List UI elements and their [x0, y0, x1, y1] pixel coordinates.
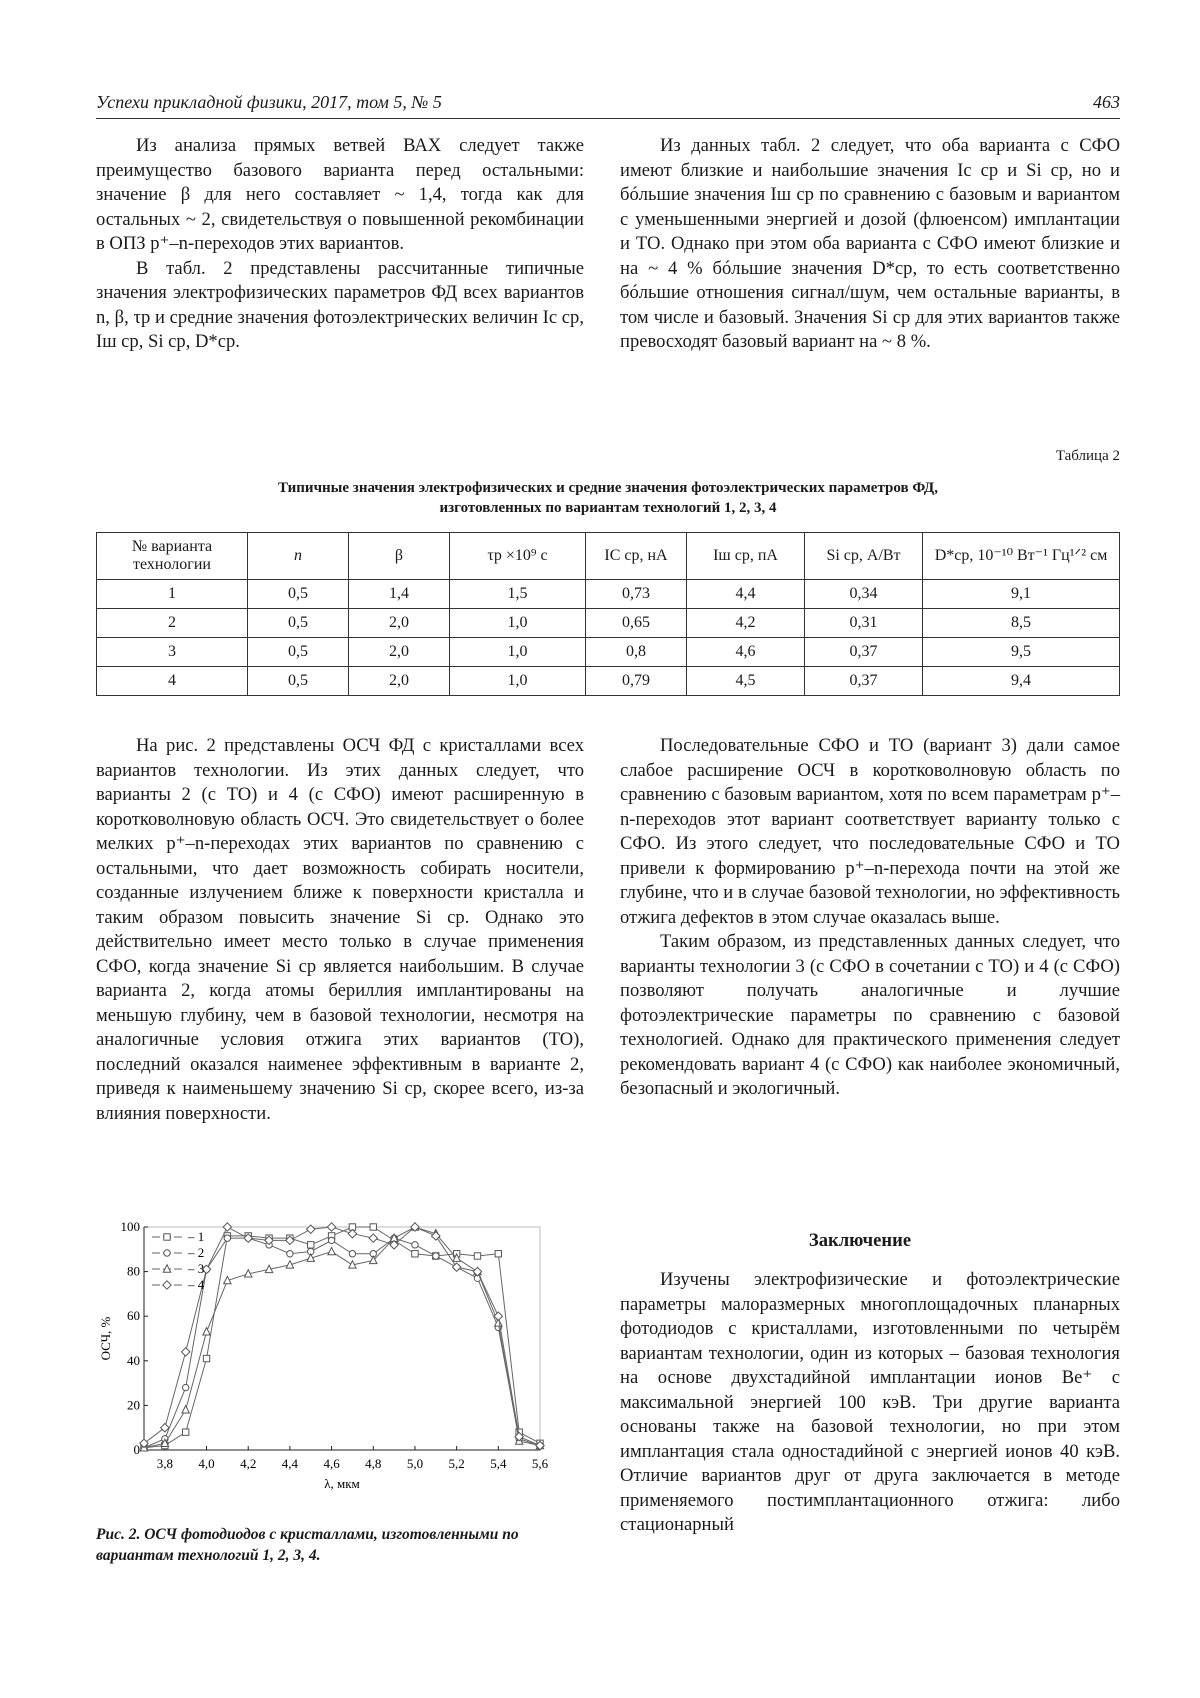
cell: 2,0 — [349, 667, 450, 696]
cell: 2 — [97, 609, 248, 638]
svg-text:– 2: – 2 — [188, 1245, 205, 1260]
cell: 1 — [97, 580, 248, 609]
svg-text:5,2: 5,2 — [448, 1456, 465, 1471]
cell: 1,5 — [450, 580, 586, 609]
svg-text:20: 20 — [127, 1397, 140, 1413]
figure-caption: Рис. 2. ОСЧ фотодиодов с кристаллами, изготовленными по вариантам технологий 1, 2, 3, 4. — [96, 1526, 519, 1564]
table-row — [97, 580, 1120, 609]
cell: 0,37 — [805, 638, 923, 667]
cell: 0,79 — [586, 667, 687, 696]
cell: 0,65 — [586, 609, 687, 638]
cell: 0,31 — [805, 609, 923, 638]
conclusion-column — [620, 1268, 1120, 1538]
section-title: Заключение — [808, 1230, 912, 1251]
svg-text:3,8: 3,8 — [156, 1456, 173, 1471]
svg-text:4,2: 4,2 — [240, 1456, 257, 1471]
cell: 9,1 — [923, 580, 1120, 609]
cell: 0,5 — [248, 609, 349, 638]
cell: 4,6 — [687, 638, 805, 667]
col-header: IС ср, нА — [586, 533, 687, 580]
cell: 9,5 — [923, 638, 1120, 667]
spectral-sensitivity-chart — [96, 1215, 606, 1515]
svg-text:4,8: 4,8 — [365, 1456, 382, 1471]
col-header: n — [248, 533, 349, 580]
table-header-row — [97, 533, 1120, 580]
cell: 4 — [97, 667, 248, 696]
table-row — [97, 667, 1120, 696]
cell: 0,5 — [248, 638, 349, 667]
col-header: № варианта технологии — [97, 533, 248, 580]
data-table — [96, 532, 1120, 696]
svg-text:60: 60 — [127, 1308, 140, 1324]
left-column-top — [96, 134, 584, 355]
svg-text:– 3: – 3 — [188, 1261, 205, 1276]
right-column-top — [620, 134, 1120, 355]
cell: 4,2 — [687, 609, 805, 638]
table-title-line: изготовленных по вариантам технологий 1, 2, 3, 4 — [439, 500, 777, 516]
cell: 4,5 — [687, 667, 805, 696]
cell: 8,5 — [923, 609, 1120, 638]
table-row — [97, 638, 1120, 667]
cell: 1,0 — [450, 638, 586, 667]
svg-text:5,4: 5,4 — [490, 1456, 507, 1471]
cell: 1,0 — [450, 609, 586, 638]
svg-text:40: 40 — [127, 1352, 140, 1368]
paragraph: Изучены электрофизические и фотоэлектрические параметры малоразмерных многоплощадочных планарных фотодиодов с кристаллами, изготовленными по четырём вариантам технологии, один из которых – базовая технология на основе двухстадийной имплантации ионов Be⁺ с максимальной энергией 100 кэВ. Три другие варианта основаны также на базовой технологии, но при этом имплантация стала одностадийной с энергией ионов 40 кэВ. Отличие вариантов друг от друга заключается в методе применяемого постимплантационного отжига: либо стационарный — [620, 1269, 1120, 1535]
running-head — [96, 92, 1120, 113]
svg-text:0: 0 — [133, 1442, 140, 1457]
svg-text:5,6: 5,6 — [531, 1456, 549, 1471]
svg-text:4,6: 4,6 — [323, 1456, 340, 1471]
svg-text:– 4: – 4 — [188, 1277, 205, 1292]
cell: 0,5 — [248, 667, 349, 696]
col-header: D*ср, 10⁻¹⁰ Вт⁻¹ Гц¹ᐟ² см — [923, 533, 1120, 580]
table-title — [96, 478, 1120, 518]
svg-text:4,4: 4,4 — [281, 1456, 299, 1471]
right-column-bottom — [620, 734, 1120, 1102]
svg-text:λ, мкм: λ, мкм — [324, 1476, 360, 1491]
col-header: Iш ср, пА — [687, 533, 805, 580]
left-column-bottom — [96, 734, 584, 1126]
table-label: Таблица 2 — [1055, 448, 1120, 464]
svg-text:ОСЧ, %: ОСЧ, % — [98, 1316, 113, 1361]
svg-text:100: 100 — [120, 1219, 140, 1234]
cell: 9,4 — [923, 667, 1120, 696]
svg-text:80: 80 — [127, 1263, 140, 1279]
col-header: τp ×10⁹ с — [450, 533, 586, 580]
cell: 0,8 — [586, 638, 687, 667]
header-rule — [96, 118, 1120, 119]
cell: 4,4 — [687, 580, 805, 609]
table-title-line: Типичные значения электрофизических и средние значения фотоэлектрических параметров ФД, — [278, 480, 938, 496]
svg-text:5,0: 5,0 — [406, 1456, 424, 1471]
cell: 0,73 — [586, 580, 687, 609]
col-header: β — [349, 533, 450, 580]
cell: 2,0 — [349, 609, 450, 638]
cell: 1,0 — [450, 667, 586, 696]
paragraph: В табл. 2 представлены рассчитанные типичные значения электрофизических параметров ФД всех вариантов n, β, τp и средние значения фотоэлектрических величин Iс ср, Iш ср, Si ср, D*ср. — [96, 257, 584, 352]
col-header: Si ср, А/Вт — [805, 533, 923, 580]
cell: 3 — [97, 638, 248, 667]
svg-text:4,0: 4,0 — [198, 1456, 215, 1471]
cell: 0,5 — [248, 580, 349, 609]
cell: 2,0 — [349, 638, 450, 667]
svg-text:– 1: – 1 — [188, 1229, 205, 1244]
journal-title: Успехи прикладной физики, 2017, том 5, № 5 — [96, 92, 442, 112]
cell: 0,34 — [805, 580, 923, 609]
paragraph: Последовательные СФО и ТО (вариант 3) дали самое слабое расширение ОСЧ в коротковолновую область по сравнению с базовым вариантом, хотя по всем параметрам p⁺–n-переходов этот вариант соответствует варианту только с СФО. Из этого следует, что последовательные СФО и ТО привели к формированию p⁺–n-перехода почти на этой же глубине, что и в случае базовой технологии, но эффективность отжига дефектов в этом случае оказалась выше. — [620, 735, 1120, 928]
paragraph: Из анализа прямых ветвей ВАХ следует также преимущество базового варианта перед остальными: значение β для него составляет ~ 1,4, тогда как для остальных ~ 2, свидетельствуя о повышенной рекомбинации в ОПЗ p⁺–n-переходов этих вариантов. — [96, 135, 584, 254]
table-row — [97, 609, 1120, 638]
paragraph: Таким образом, из представленных данных следует, что варианты технологии 3 (с СФО в сочетании с ТО) и 4 (с СФО) позволяют получать аналогичные и лучшие фотоэлектрические параметры по сравнению с базовой технологией. Однако для практического применения следует рекомендовать вариант 4 (с СФО) как наиболее экономичный, безопасный и экологичный. — [620, 931, 1120, 1099]
cell: 1,4 — [349, 580, 450, 609]
cell: 0,37 — [805, 667, 923, 696]
paragraph: Из данных табл. 2 следует, что оба варианта с СФО имеют близкие и наибольшие значения Iс ср и Si ср, но и бóльшие значения Iш ср по сравнению с базовым и вариантом с уменьшенными энергией и дозой (флюенсом) имплантации и ТО. Однако при этом оба варианта с СФО имеют близкие и на ~ 4 % бóльшие значения D*ср, то есть соответственно бóльшие отношения сигнал/шум, чем остальные варианты, в том числе и базовый. Значения Si ср для этих вариантов также превосходят базовый вариант на ~ 8 %. — [620, 135, 1120, 352]
chart-plot — [98, 1219, 549, 1491]
page-number: 463 — [1093, 92, 1120, 112]
paragraph: На рис. 2 представлены ОСЧ ФД с кристаллами всех вариантов технологии. Из этих данных следует, что варианты 2 (с ТО) и 4 (с СФО) имеют расширенную в коротковолновую область ОСЧ. Это свидетельствует о более мелких p⁺–n-переходах этих вариантов по сравнению с остальными, что дает возможность собирать носители, созданные излучением ближе к поверхности кристалла и таким образом повысить значение Si ср. Однако это действительно имеет место только в случае применения СФО, когда значение Si ср является наибольшим. В случае варианта 2, когда атомы бериллия имплантированы на меньшую глубину, чем в базовой технологии, несмотря на аналогичные условия отжига этих вариантов (ТО), последний оказался наименее эффективным в варианте 2, приведя к наименьшему значению Si ср, скорее всего, из-за влияния поверхности. — [96, 735, 584, 1124]
